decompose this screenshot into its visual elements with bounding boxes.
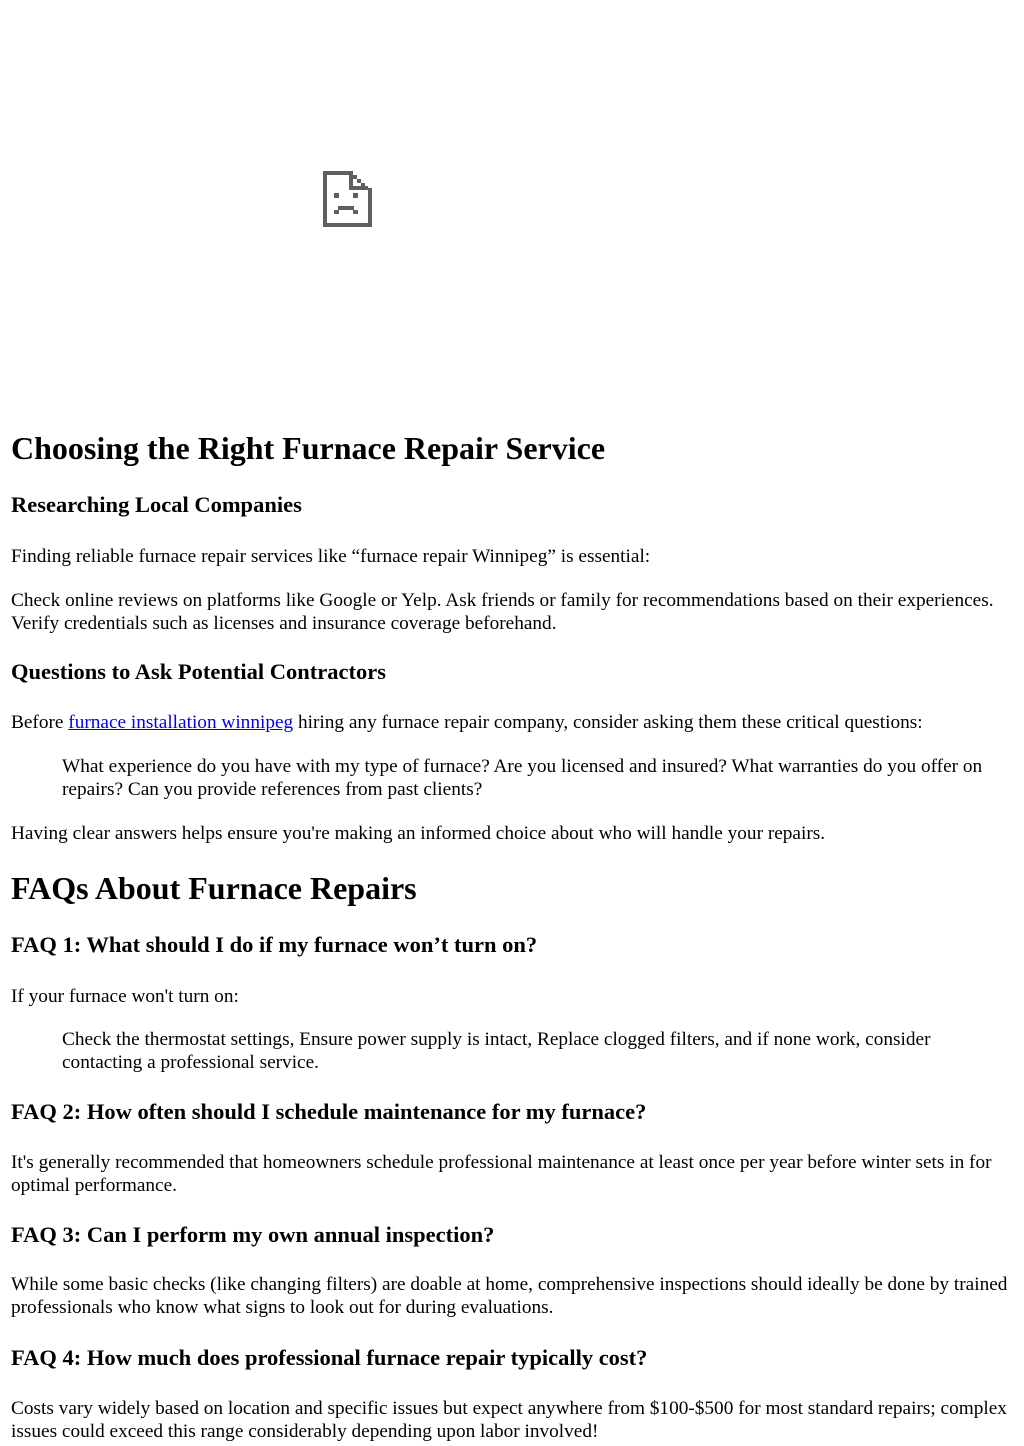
paragraph-faq2-body: It's generally recommended that homeowners schedule professional maintenance at least once per year before winter sets in for optimal performance. bbox=[11, 1152, 992, 1196]
paragraph-questions-intro bbox=[11, 711, 1011, 734]
section-title-faqs: FAQs About Furnace Repairs bbox=[11, 870, 417, 906]
blockquote-questions: What experience do you have with my type of furnace? Are you licensed and insured? What warranties do you offer on repairs? Can you provide references from past clients? bbox=[62, 756, 983, 800]
questions-intro-before: Before bbox=[11, 712, 69, 733]
blockquote-faq1: Check the thermostat settings, Ensure power supply is intact, Replace clogged filters, and if none work, consider contacting a professional service. bbox=[62, 1029, 931, 1073]
heading-faq2: FAQ 2: How often should I schedule maintenance for my furnace? bbox=[11, 1099, 647, 1124]
heading-faq4: FAQ 4: How much does professional furnace repair typically cost? bbox=[11, 1345, 648, 1370]
paragraph-faq3-body: While some basic checks (like changing filters) are doable at home, comprehensive inspections should ideally be done by trained professionals who know what signs to look out for during evaluations. bbox=[11, 1274, 1008, 1318]
heading-questions: Questions to Ask Potential Contractors bbox=[11, 659, 386, 684]
heading-faq1: FAQ 1: What should I do if my furnace won’t turn on? bbox=[11, 932, 538, 957]
paragraph-researching-body: Check online reviews on platforms like Google or Yelp. Ask friends or family for recommendations based on their experiences. Verify credentials such as licenses and insurance coverage beforehand. bbox=[11, 590, 994, 634]
heading-faq3: FAQ 3: Can I perform my own annual inspection? bbox=[11, 1222, 495, 1247]
furnace-installation-link[interactable]: furnace installation winnipeg bbox=[68, 712, 294, 733]
broken-image-icon bbox=[323, 171, 372, 227]
paragraph-faq4-body: Costs vary widely based on location and specific issues but expect anywhere from $100-$500 for most standard repairs; complex issues could exceed this range considerably depending upon labor involved! bbox=[11, 1398, 1007, 1442]
paragraph-faq1-intro: If your furnace won't turn on: bbox=[11, 986, 239, 1007]
section-title-choosing: Choosing the Right Furnace Repair Service bbox=[11, 430, 606, 466]
paragraph-researching-intro: Finding reliable furnace repair services like “furnace repair Winnipeg” is essential: bbox=[11, 546, 651, 567]
broken-image-placeholder bbox=[323, 171, 372, 227]
questions-intro-after: hiring any furnace repair company, consider asking them these critical questions: bbox=[293, 712, 923, 733]
paragraph-questions-closing: Having clear answers helps ensure you're making an informed choice about who will handle your repairs. bbox=[11, 823, 826, 844]
heading-researching: Researching Local Companies bbox=[11, 492, 302, 517]
